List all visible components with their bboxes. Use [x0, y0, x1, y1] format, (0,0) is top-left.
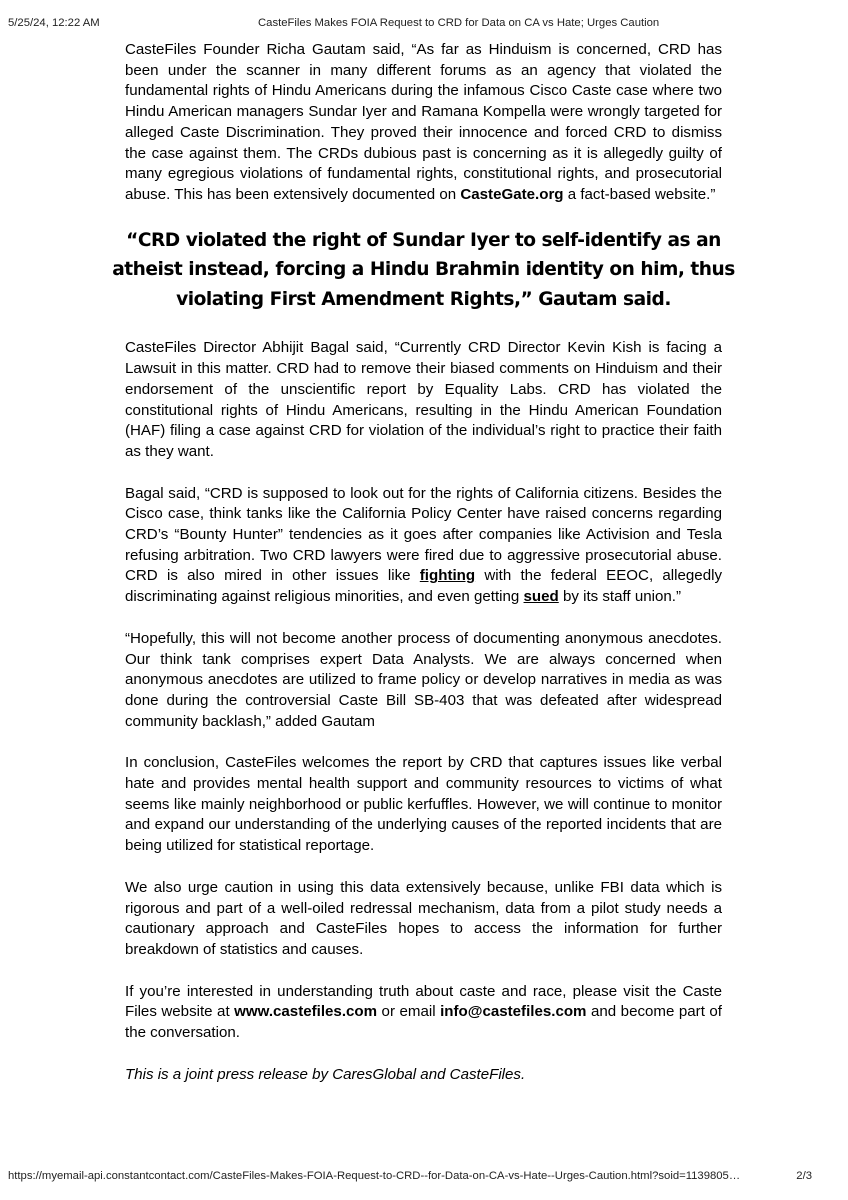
- paragraph-text: by its staff union.”: [558, 588, 681, 606]
- paragraph-text: a fact-based website.”: [563, 185, 716, 203]
- pull-quote: “CRD violated the right of Sundar Iyer to self-identify as an atheist instead, forcing a Hindu Brahmin identity on him, thus violating First Amendment Rights,” Gautam said.: [112, 229, 735, 310]
- paragraph-anecdotes: “Hopefully, this will not become another process of documenting anonymous anecdotes. Our think tank comprises expert Data Analysts. We are always concerned when anonymous anecdotes are utilized to frame policy or develop narratives in media as was done during the controversial Caste Bill SB-403 that was defeated after widespread community backlash,” added Gautam: [125, 629, 722, 730]
- page-number: 2/3: [796, 1170, 812, 1182]
- sued-link[interactable]: sued: [523, 588, 559, 606]
- paragraph-text: with the federal EEOC, allegedly discriminating against religious minorities, and even getting: [125, 567, 722, 606]
- article-body: [112, 40, 735, 1086]
- paragraph-contact: [125, 982, 722, 1044]
- website-link[interactable]: www.castefiles.com: [234, 1003, 378, 1021]
- paragraph-bagal-statement: [125, 484, 722, 608]
- castegate-link[interactable]: CasteGate.org: [460, 185, 564, 203]
- paragraph-conclusion: In conclusion, CasteFiles welcomes the report by CRD that captures issues like verbal hate and provides mental health support and community resources to victims of what seems like mainly neighborhood or public kerfuffles. However, we will continue to monitor and expand our understanding of the underlying causes of the reported incidents that are being utilized for statistical reportage.: [125, 754, 722, 855]
- paragraph-caution: We also urge caution in using this data extensively because, unlike FBI data which is rigorous and part of a well-oiled redressal mechanism, data from a pilot study needs a cautionary approach and CasteFiles hopes to access the information for further breakdown of statistics and causes.: [125, 878, 722, 958]
- paragraph-text: or email: [377, 1003, 441, 1021]
- paragraph-director-statement: CasteFiles Director Abhijit Bagal said, “Currently CRD Director Kevin Kish is facing a Lawsuit in this matter. CRD had to remove their biased comments on Hinduism and their endorsement of the unscientific report by Equality Labs. CRD has violated the constitutional rights of Hindu Americans, resulting in the Hindu American Foundation (HAF) filing a case against CRD for violation of the individual’s right to practice their faith as they want.: [125, 339, 722, 460]
- email-link[interactable]: info@castefiles.com: [440, 1003, 587, 1021]
- print-url: https://myemail-api.constantcontact.com/CasteFiles-Makes-FOIA-Request-to-CRD--for-Data-on-CA-vs-Hate--Urges-Caution.html?soid=1139805…: [8, 1170, 741, 1182]
- print-page-title: CasteFiles Makes FOIA Request to CRD for Data on CA vs Hate; Urges Caution: [258, 17, 660, 29]
- print-date: 5/25/24, 12:22 AM: [8, 17, 100, 29]
- paragraph-founder-statement: [125, 40, 722, 206]
- paragraph-text: If you’re interested in understanding truth about caste and race, please visit the Caste Files website at: [125, 982, 722, 1021]
- joint-release-note: This is a joint press release by CaresGlobal and CasteFiles.: [125, 1065, 526, 1083]
- fighting-link[interactable]: fighting: [419, 567, 476, 585]
- paragraph-text: Bagal said, “CRD is supposed to look out for the rights of California citizens. Besides the Cisco case, think tanks like the California Policy Center have raised concerns regarding CRD’s “Bounty Hunter” tendencies as it goes after companies like Activision and Tesla refusing arbitration. Two CRD lawyers were fired due to aggressive prosecutorial abuse. CRD is also mired in other issues like: [125, 484, 722, 585]
- paragraph-text: CasteFiles Founder Richa Gautam said, “As far as Hinduism is concerned, CRD has been under the scanner in many different forums as an agency that violated the fundamental rights of Hindu Americans during the infamous Cisco Caste case where two Hindu American managers Sundar Iyer and Ramana Kompella were wrongly targeted for alleged Caste Discrimination. They proved their innocence and forced CRD to dismiss the case against them. The CRDs dubious past is concerning as it is allegedly guilty of many egregious violations of fundamental rights, constitutional rights, and prosecutorial abuse. This has been extensively documented on: [125, 41, 722, 203]
- paragraph-text: and become part of the conversation.: [125, 1003, 722, 1042]
